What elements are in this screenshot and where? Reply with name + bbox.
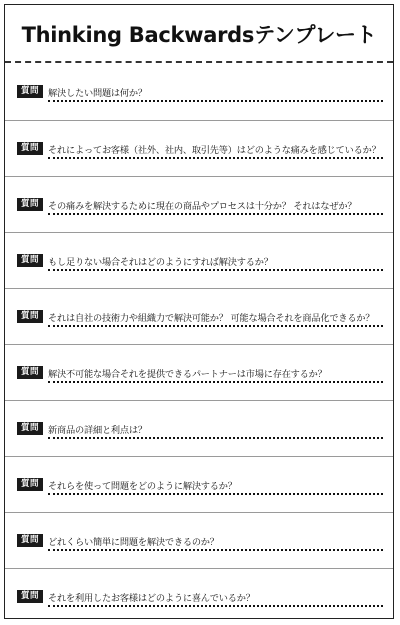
question-badge: 質問 [17, 422, 43, 435]
question-row [5, 232, 393, 288]
question-row [5, 512, 393, 568]
question-text: それらを使って問題をどのように解決するか？ [48, 480, 237, 492]
question-line [17, 588, 385, 605]
question-row [5, 288, 393, 344]
dashed-divider [5, 61, 393, 63]
question-row [5, 176, 393, 232]
question-line [17, 252, 385, 269]
question-text: どれくらい簡単に問題を解決できるのか？ [48, 536, 219, 548]
answer-dotted-line [48, 381, 383, 383]
page-title: Thinking Backwardsテンプレート [21, 23, 377, 47]
question-badge: 質問 [17, 142, 43, 155]
answer-dotted-line [48, 549, 383, 551]
question-row [5, 456, 393, 512]
question-text: もし足りない場合それはどのようにすれば解決するか？ [48, 256, 273, 268]
question-list [5, 64, 393, 618]
question-line [17, 83, 385, 100]
question-row [5, 64, 393, 120]
answer-dotted-line [48, 157, 383, 159]
question-badge: 質問 [17, 366, 43, 379]
answer-dotted-line [48, 325, 383, 327]
question-row [5, 568, 393, 624]
question-line [17, 196, 385, 213]
question-text: 解決不可能な場合それを提供できるパートナーは市場に存在するか？ [48, 368, 327, 380]
question-text: その痛みを解決するために現在の商品やプロセスは十分か？ それはなぜか？ [48, 200, 357, 212]
question-badge: 質問 [17, 310, 43, 323]
answer-dotted-line [48, 269, 383, 271]
answer-dotted-line [48, 100, 383, 102]
question-text: それを利用したお客様はどのように喜んでいるか？ [48, 592, 255, 604]
answer-dotted-line [48, 493, 383, 495]
question-badge: 質問 [17, 590, 43, 603]
question-text: 新商品の詳細と利点は？ [48, 424, 147, 436]
question-line [17, 308, 385, 325]
question-row [5, 344, 393, 400]
question-badge: 質問 [17, 254, 43, 267]
question-line [17, 532, 385, 549]
question-text: それによってお客様（社外、社内、取引先等）はどのような痛みを感じているか？ [48, 144, 381, 156]
question-row [5, 400, 393, 456]
answer-dotted-line [48, 437, 383, 439]
answer-dotted-line [48, 605, 383, 607]
question-line [17, 476, 385, 493]
template-sheet [4, 4, 394, 619]
question-badge: 質問 [17, 478, 43, 491]
question-line [17, 140, 385, 157]
question-text: 解決したい問題は何か？ [48, 87, 147, 99]
question-line [17, 420, 385, 437]
question-badge: 質問 [17, 198, 43, 211]
question-text: それは自社の技術力や組織力で解決可能か？ 可能な場合それを商品化できるか？ [48, 312, 375, 324]
question-row [5, 120, 393, 176]
answer-dotted-line [48, 213, 383, 215]
question-line [17, 364, 385, 381]
question-badge: 質問 [17, 534, 43, 547]
question-badge: 質問 [17, 85, 43, 98]
